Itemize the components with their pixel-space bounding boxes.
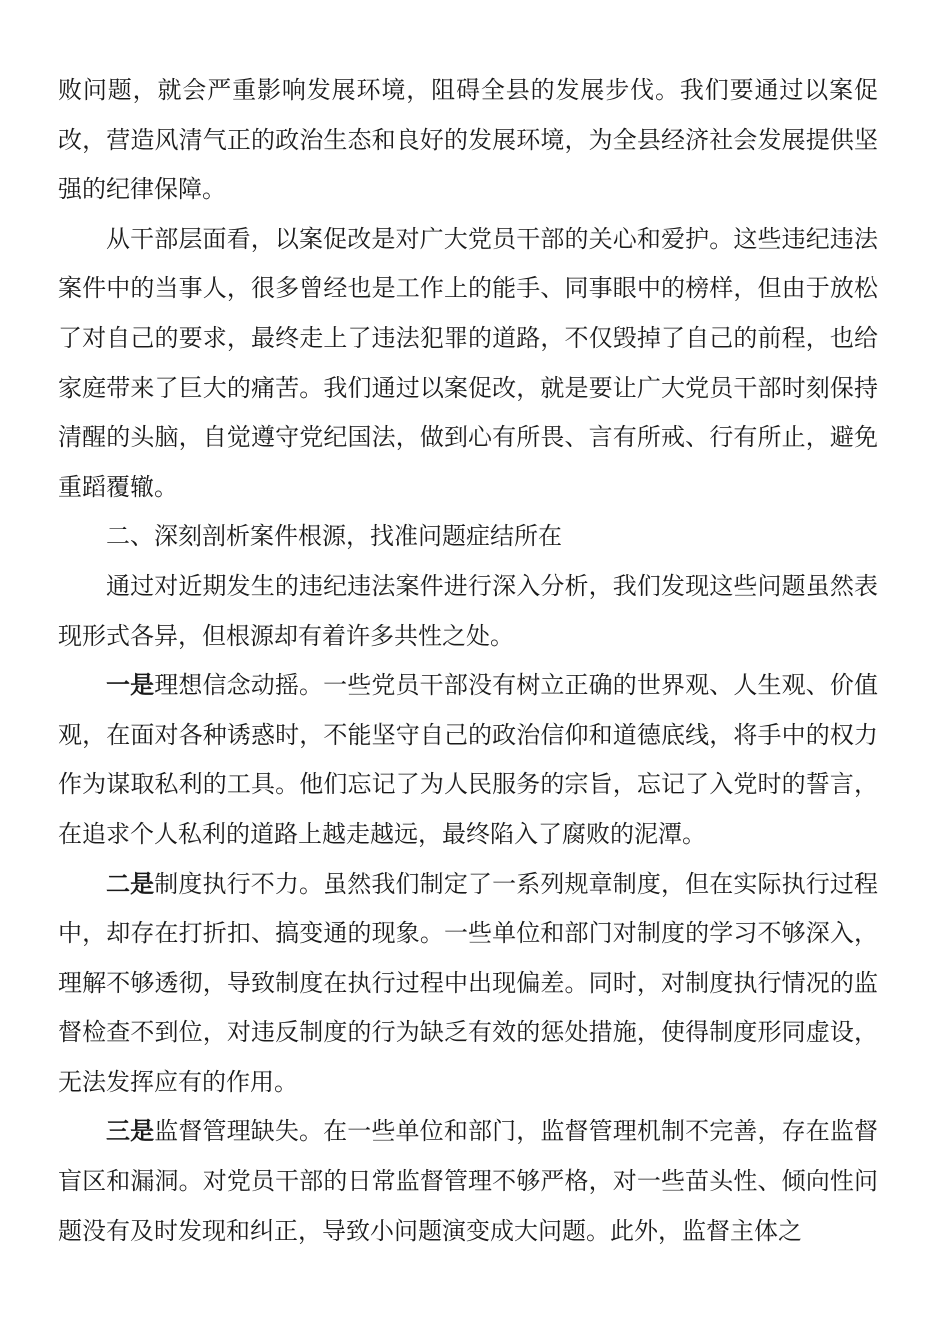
paragraph-text: 监督管理缺失。在一些单位和部门，监督管理机制不完善，存在监督盲区和漏洞。对党员干部的日常监督管理不够严格，对一些苗头性、倾向性问题没有及时发现和纠正，导致小问题演变成大问题。此外，监督主体之 <box>58 1117 879 1245</box>
paragraph-continuation <box>58 66 878 215</box>
point-lead-label: 二是 <box>106 869 155 898</box>
paragraph-point-one <box>58 661 878 859</box>
point-lead-label: 一是 <box>106 671 155 700</box>
paragraph-text: 通过对近期发生的违纪违法案件进行深入分析，我们发现这些问题虽然表现形式各异，但根源却有着许多共性之处。 <box>58 571 878 650</box>
paragraph-text: 败问题，就会严重影响发展环境，阻碍全县的发展步伐。我们要通过以案促改，营造风清气正的政治生态和良好的发展环境，为全县经济社会发展提供坚强的纪律保障。 <box>58 76 878 204</box>
section-heading <box>58 512 878 562</box>
point-lead-label: 三是 <box>106 1117 155 1146</box>
paragraph-analysis-intro <box>58 562 878 661</box>
paragraph-point-three <box>58 1107 878 1256</box>
paragraph-point-two <box>58 860 878 1108</box>
paragraph-text: 制度执行不力。虽然我们制定了一系列规章制度，但在实际执行过程中，却存在打折扣、搞变通的现象。一些单位和部门对制度的学习不够深入，理解不够透彻，导致制度在执行过程中出现偏差。同时，对制度执行情况的监督检查不到位，对违反制度的行为缺乏有效的惩处措施，使得制度形同虚设，无法发挥应有的作用。 <box>58 869 879 1096</box>
document-body <box>58 66 878 1256</box>
paragraph-text: 理想信念动摇。一些党员干部没有树立正确的世界观、人生观、价值观，在面对各种诱惑时，不能坚守自己的政治信仰和道德底线，将手中的权力作为谋取私利的工具。他们忘记了为人民服务的宗旨，忘记了入党时的誓言，在追求个人私利的道路上越走越远，最终陷入了腐败的泥潭。 <box>58 671 879 848</box>
paragraph-text: 从干部层面看，以案促改是对广大党员干部的关心和爱护。这些违纪违法案件中的当事人，很多曾经也是工作上的能手、同事眼中的榜样，但由于放松了对自己的要求，最终走上了违法犯罪的道路，不仅毁掉了自己的前程，也给家庭带来了巨大的痛苦。我们通过以案促改，就是要让广大党员干部时刻保持清醒的头脑，自觉遵守党纪国法，做到心有所畏、言有所戒、行有所止，避免重蹈覆辙。 <box>58 224 878 501</box>
heading-text: 二、深刻剖析案件根源，找准问题症结所在 <box>106 522 562 551</box>
paragraph-cadre-level <box>58 215 878 513</box>
